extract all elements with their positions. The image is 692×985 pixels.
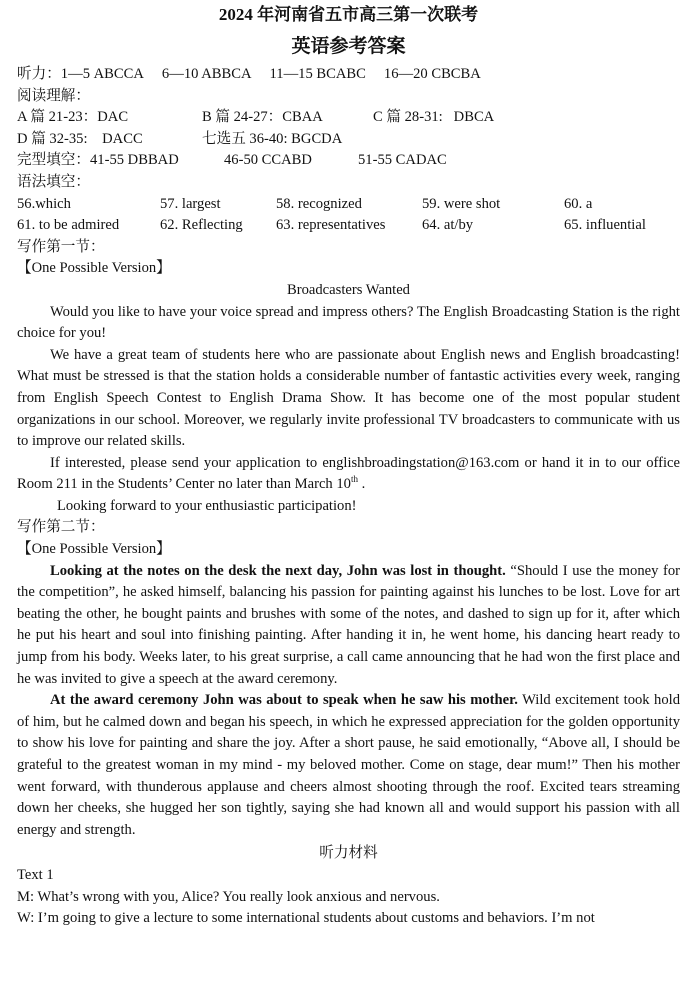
grammar-answer: 57. largest — [160, 195, 221, 212]
answer-group: 1—5 ABCCA — [60, 66, 144, 82]
writing1-paragraph: We have a great team of students here who are passionate about English news and English broadcasting! What must be stressed is that the station holds a considerable number of fantastic activities every week, ranging from English Speech Contest to English Drama Show. It has become one of the most popular student organizations in our school. Moreover, we regularly invite professional TV broadcasters to communicate with us to improve our related skills. — [17, 346, 680, 450]
answer-group: 11—15 BCABC — [269, 66, 366, 82]
dialogue-line: W: I’m going to give a lecture to some international students about customs and behaviors. I’m not — [17, 910, 595, 927]
listening-label: 听力： — [17, 66, 61, 82]
grammar-answer: 58. recognized — [276, 195, 362, 212]
writing1-title: Broadcasters Wanted — [287, 281, 410, 298]
answer-group: 51-55 CADAC — [357, 152, 447, 169]
writing2-p2-body: Wild excitement took hold of him, but he calmed down and began his speech, in which he expressed appreciation for the golden opportunity to show his love for painting and share the joy. After a short pause, he said emotionally, “Above all, I should be grateful to the greatest woman in my mind - my beloved mother. Come on stage, dear mum!” Then his mother went forward, with thunderous applause and cheers almost shooting through the roof. Excited tears streaming down her cheeks, she hugged her son tightly, saying she had known all and would support his passion with all energy and strength. — [17, 692, 681, 838]
answer-group: 46-50 CCABD — [223, 152, 312, 169]
cloze-label: 完型填空： — [17, 152, 90, 169]
answer-group: D 篇 32-35: DACC — [17, 130, 143, 147]
grammar-answer: 60. a — [564, 195, 593, 212]
writing1-p3-text: If interested, please send your application to englishbroadingstation@163.com or hand it in to our office Room 211 in the Students’ Center no later than March 10 — [17, 454, 680, 493]
writing2-p1-lead: Looking at the notes on the desk the next day, John was lost in thought. — [50, 562, 506, 579]
writing1-p3-end: . — [357, 476, 366, 493]
writing1-section-label: 写作第一节： — [17, 238, 105, 255]
reading-answers-row — [17, 129, 680, 151]
writing1-paragraph — [17, 453, 680, 496]
subject-title: 英语参考答案 — [291, 36, 406, 57]
answer-group: 七选五 36-40: BGCDA — [202, 130, 343, 147]
grammar-answer: 62. Reflecting — [160, 217, 243, 234]
grammar-label: 语法填空： — [17, 173, 90, 190]
writing1-p3-superscript: th — [350, 474, 358, 485]
writing2-p1-body: “Should I use the money for the competition”, he asked himself, balancing his passion for painting against his lunches to be lost. Love for art beating the other, he bought paints and brushes with some of the notes, and dashed to sign up for it, after which he put his heart and soul into finishing painting. After handing it in, he went home, his dancing heart ready to jump from his body. Weeks later, to his great surprise, a call came announcing that he had won the first place and he was invited to give a speech at the award ceremony. — [17, 562, 680, 687]
answer-group: A 篇 21-23：DAC — [17, 109, 129, 126]
writing2-section-label: 写作第二节： — [17, 519, 105, 536]
writing1-closing: Looking forward to your enthusiastic participation! — [57, 497, 357, 514]
writing1-version-label: 【One Possible Version】 — [17, 260, 171, 277]
grammar-answer: 63. representatives — [276, 217, 386, 234]
answer-group: B 篇 24-27：CBAA — [202, 109, 323, 126]
reading-answers-row — [17, 107, 680, 129]
grammar-answer: 64. at/by — [422, 217, 474, 234]
grammar-answer: 59. were shot — [422, 195, 501, 212]
grammar-answers-row — [17, 215, 680, 237]
answer-group: 16—20 CBCBA — [383, 66, 481, 82]
grammar-answers-row — [17, 194, 680, 216]
answer-group: C 篇 28-31: DBCA — [373, 109, 495, 126]
listening-answers — [17, 64, 680, 86]
writing1-paragraph: Would you like to have your voice spread and impress others? The English Broadcasting Station is the right choice for you! — [17, 303, 680, 342]
writing2-version-label: 【One Possible Version】 — [17, 541, 171, 558]
reading-label: 阅读理解： — [17, 87, 90, 104]
writing2-paragraph — [17, 690, 680, 841]
dialogue-line: M: What’s wrong with you, Alice? You really look anxious and nervous. — [17, 888, 440, 905]
grammar-answer: 65. influential — [564, 217, 646, 234]
writing2-p2-lead: At the award ceremony John was about to speak when he saw his mother. — [50, 692, 518, 709]
listening-text-label: Text 1 — [17, 866, 54, 883]
answer-group: 6—10 ABBCA — [161, 66, 252, 82]
grammar-answer: 61. to be admired — [17, 217, 120, 234]
answer-group: 41-55 DBBAD — [89, 152, 179, 169]
listening-material-heading: 听力材料 — [319, 845, 378, 862]
grammar-answer: 56.which — [17, 195, 71, 212]
cloze-answers — [17, 150, 680, 172]
exam-title: 2024 年河南省五市高三第一次联考 — [218, 5, 479, 24]
writing2-paragraph — [17, 561, 680, 691]
